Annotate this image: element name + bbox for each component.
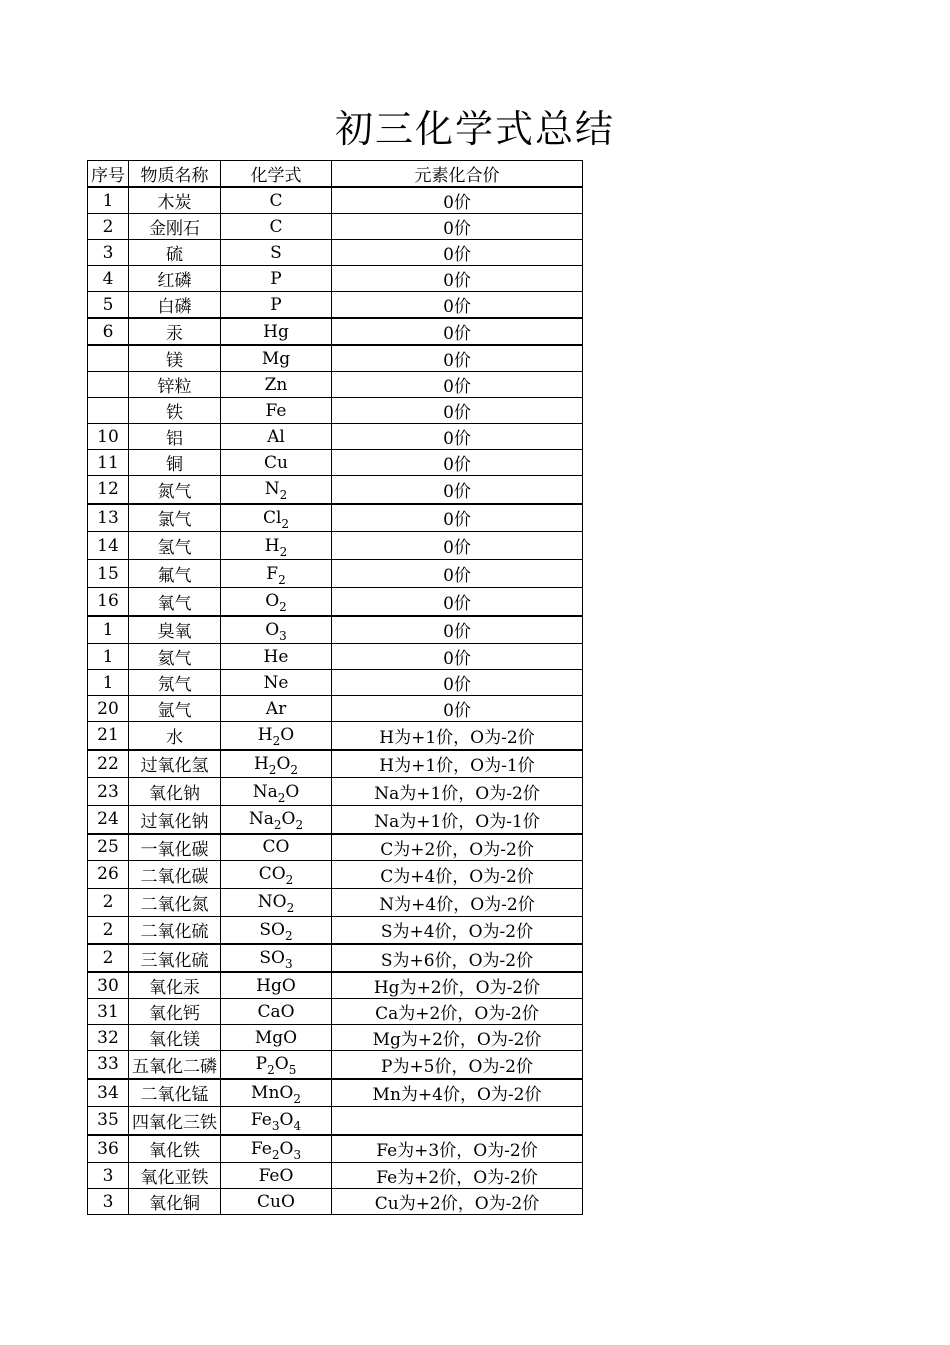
formula-element: P (255, 1054, 268, 1075)
row-index: 3 (88, 240, 129, 266)
chemical-formula (221, 778, 332, 806)
formula-subscript: 3 (284, 957, 293, 971)
formula-element: Na (252, 781, 278, 802)
formula-element: Fe (250, 1110, 272, 1131)
formula-subscript: 2 (273, 818, 282, 833)
table-row (88, 240, 583, 266)
element-valence: 0价 (332, 187, 583, 214)
row-index: 2 (88, 214, 129, 240)
element-valence: 0价 (332, 644, 583, 670)
chemical-formula (221, 670, 332, 696)
table-row (88, 450, 583, 476)
element-valence: Hg为+2价，O为-2价 (332, 972, 583, 999)
substance-name: 氧化亚铁 (129, 1163, 221, 1189)
element-valence: 0价 (332, 450, 583, 476)
formula-element: NO (257, 892, 287, 912)
table-row (88, 372, 583, 398)
element-valence: 0价 (332, 214, 583, 240)
table-row (88, 504, 583, 532)
formula-element: H (257, 725, 273, 746)
formula-element: Na (248, 809, 274, 830)
row-index: 1 (88, 670, 129, 696)
formula-subscript: 3 (271, 1119, 280, 1134)
chemical-formula (221, 616, 332, 644)
element-valence: H为+1价，O为-1价 (332, 750, 583, 778)
element-valence: 0价 (332, 372, 583, 398)
formula-element: Cu (264, 452, 288, 473)
chemical-formula (221, 888, 332, 916)
element-valence: 0价 (332, 398, 583, 424)
formula-element: P (270, 268, 282, 289)
substance-name: 铁 (129, 398, 221, 424)
element-valence: C为+4价，O为-2价 (332, 860, 583, 888)
row-index: 2 (88, 944, 129, 972)
element-valence: 0价 (332, 616, 583, 644)
chemical-formula (221, 240, 332, 266)
header-formula: 化学式 (221, 161, 332, 188)
row-index: 25 (88, 834, 129, 861)
substance-name: 四氧化三铁 (129, 1107, 221, 1135)
element-valence: S为+4价，O为-2价 (332, 916, 583, 944)
row-index: 1 (88, 187, 129, 214)
row-index: 20 (88, 696, 129, 722)
header-index: 序号 (88, 161, 129, 188)
chemical-formula (221, 750, 332, 778)
element-valence: 0价 (332, 532, 583, 560)
substance-name: 氮气 (129, 476, 221, 504)
chemical-formula (221, 944, 332, 972)
row-index: 22 (88, 750, 129, 778)
chemical-formula (221, 318, 332, 345)
table-row (88, 1107, 583, 1135)
formula-table (87, 160, 583, 1215)
formula-subscript: 2 (279, 488, 288, 503)
chemical-formula (221, 266, 332, 292)
formula-element: N (264, 479, 280, 500)
substance-name: 铜 (129, 450, 221, 476)
formula-element: MgO (254, 1027, 298, 1048)
element-valence (332, 1107, 583, 1135)
table-row (88, 398, 583, 424)
formula-element: F (266, 563, 279, 584)
header-valence: 元素化合价 (332, 161, 583, 188)
element-valence: Mg为+2价，O为-2价 (332, 1025, 583, 1051)
chemical-formula (221, 972, 332, 999)
row-index: 2 (88, 916, 129, 944)
substance-name: 金刚石 (129, 214, 221, 240)
table-row (88, 778, 583, 806)
formula-element: Mg (261, 348, 291, 369)
row-index: 26 (88, 860, 129, 888)
element-valence: 0价 (332, 240, 583, 266)
chemical-formula (221, 1163, 332, 1189)
row-index: 14 (88, 532, 129, 560)
formula-element: Ar (265, 698, 287, 719)
formula-element: S (270, 242, 282, 263)
formula-element: Fe (265, 400, 287, 421)
formula-element: CaO (257, 1001, 295, 1022)
chemical-formula (221, 398, 332, 424)
row-index: 15 (88, 560, 129, 588)
chemical-formula (221, 345, 332, 372)
formula-subscript: 2 (286, 901, 295, 915)
table-row (88, 1025, 583, 1051)
row-index (88, 372, 129, 398)
table-row (88, 1051, 583, 1079)
row-index: 32 (88, 1025, 129, 1051)
formula-subscript: 2 (278, 572, 286, 587)
row-index: 35 (88, 1107, 129, 1135)
formula-subscript: 3 (279, 628, 287, 643)
chemical-formula (221, 1025, 332, 1051)
row-index: 10 (88, 424, 129, 450)
substance-name: 三氧化硫 (129, 944, 221, 972)
table-row (88, 292, 583, 319)
table-row (88, 1189, 583, 1215)
substance-name: 过氧化氢 (129, 750, 221, 778)
chemical-formula (221, 722, 332, 750)
formula-element: O (265, 619, 280, 640)
formula-element: Fe (250, 1138, 272, 1159)
substance-name: 氧化铜 (129, 1189, 221, 1215)
chemical-formula (221, 834, 332, 861)
chemical-formula (221, 560, 332, 588)
substance-name: 氧气 (129, 588, 221, 616)
element-valence: P为+5价，O为-2价 (332, 1051, 583, 1079)
substance-name: 木炭 (129, 187, 221, 214)
formula-element: Zn (264, 374, 288, 395)
table-row (88, 670, 583, 696)
element-valence: 0价 (332, 476, 583, 504)
table-row (88, 750, 583, 778)
row-index: 36 (88, 1135, 129, 1163)
table-row (88, 834, 583, 861)
table-row (88, 999, 583, 1025)
chemical-formula (221, 1135, 332, 1163)
substance-name: 氢气 (129, 532, 221, 560)
element-valence: Cu为+2价，O为-2价 (332, 1189, 583, 1215)
formula-element: O (281, 809, 296, 830)
table-row (88, 214, 583, 240)
formula-element: P (270, 294, 282, 315)
formula-subscript: 2 (293, 1091, 301, 1106)
formula-element: Hg (263, 321, 289, 342)
row-index: 31 (88, 999, 129, 1025)
header-name: 物质名称 (129, 161, 221, 188)
table-row (88, 588, 583, 616)
formula-element: CO (258, 864, 286, 884)
row-index: 13 (88, 504, 129, 532)
row-index: 6 (88, 318, 129, 345)
table-row (88, 476, 583, 504)
row-index: 16 (88, 588, 129, 616)
formula-element: He (263, 646, 289, 667)
row-index: 1 (88, 616, 129, 644)
substance-name: 二氧化碳 (129, 860, 221, 888)
table-row (88, 644, 583, 670)
element-valence: 0价 (332, 696, 583, 722)
formula-element: CuO (257, 1191, 295, 1212)
formula-subscript: 2 (277, 790, 286, 805)
element-valence: C为+2价，O为-2价 (332, 834, 583, 861)
chemical-formula (221, 214, 332, 240)
substance-name: 水 (129, 722, 221, 750)
element-valence: 0价 (332, 424, 583, 450)
chemical-formula (221, 292, 332, 319)
formula-element: O (279, 1110, 294, 1131)
formula-subscript: 2 (285, 873, 294, 887)
element-valence: Na为+1价，O为-2价 (332, 778, 583, 806)
chemical-formula (221, 1189, 332, 1215)
element-valence: S为+6价，O为-2价 (332, 944, 583, 972)
element-valence: H为+1价，O为-2价 (332, 722, 583, 750)
formula-element: O (274, 1054, 289, 1075)
formula-element: O (265, 591, 280, 612)
formula-subscript: 2 (284, 928, 293, 943)
substance-name: 氧化镁 (129, 1025, 221, 1051)
table-row (88, 722, 583, 750)
element-valence: Fe为+3价，O为-2价 (332, 1135, 583, 1163)
row-index: 23 (88, 778, 129, 806)
element-valence: 0价 (332, 345, 583, 372)
formula-element: C (269, 216, 283, 237)
row-index: 4 (88, 266, 129, 292)
chemical-formula (221, 504, 332, 532)
formula-element: FeO (258, 1165, 294, 1186)
table-row (88, 1135, 583, 1163)
formula-element: HgO (256, 975, 296, 996)
formula-element: O (276, 753, 291, 774)
chemical-formula (221, 372, 332, 398)
substance-name: 红磷 (129, 266, 221, 292)
element-valence: 0价 (332, 292, 583, 319)
element-valence: Na为+1价，O为-1价 (332, 806, 583, 834)
chemical-formula (221, 532, 332, 560)
substance-name: 锌粒 (129, 372, 221, 398)
formula-subscript: 5 (288, 1063, 297, 1078)
formula-element: MnO (251, 1082, 294, 1103)
element-valence: Ca为+2价，O为-2价 (332, 999, 583, 1025)
substance-name: 臭氧 (129, 616, 221, 644)
substance-name: 氧化钠 (129, 778, 221, 806)
row-index: 1 (88, 644, 129, 670)
table-row (88, 944, 583, 972)
formula-subscript: 2 (281, 516, 290, 531)
table-row (88, 916, 583, 944)
substance-name: 一氧化碳 (129, 834, 221, 861)
table-row (88, 345, 583, 372)
formula-element: CO (262, 837, 290, 857)
substance-name: 氧化钙 (129, 999, 221, 1025)
chemical-formula (221, 644, 332, 670)
table-row (88, 696, 583, 722)
row-index: 34 (88, 1079, 129, 1107)
table-row (88, 860, 583, 888)
substance-name: 氟气 (129, 560, 221, 588)
table-row (88, 424, 583, 450)
formula-subscript: 2 (295, 818, 304, 833)
formula-element: O (279, 1138, 294, 1159)
substance-name: 二氧化氮 (129, 888, 221, 916)
row-index: 30 (88, 972, 129, 999)
formula-element: Al (267, 426, 285, 447)
chemical-formula (221, 588, 332, 616)
chemical-formula (221, 1051, 332, 1079)
chemical-formula (221, 999, 332, 1025)
table-row (88, 1079, 583, 1107)
formula-subscript: 2 (279, 544, 288, 559)
formula-subscript: 2 (279, 600, 287, 615)
formula-element: H (264, 535, 280, 556)
formula-element: H (253, 753, 269, 774)
substance-name: 铝 (129, 424, 221, 450)
formula-element: SO (259, 948, 285, 968)
chemical-formula (221, 424, 332, 450)
substance-name: 氦气 (129, 644, 221, 670)
substance-name: 氯气 (129, 504, 221, 532)
table-row (88, 560, 583, 588)
row-index: 3 (88, 1189, 129, 1215)
substance-name: 氩气 (129, 696, 221, 722)
substance-name: 镁 (129, 345, 221, 372)
formula-subscript: 2 (267, 1063, 275, 1078)
formula-element: C (269, 190, 283, 211)
element-valence: Fe为+2价，O为-2价 (332, 1163, 583, 1189)
page-title: 初三化学式总结 (334, 107, 615, 151)
element-valence: 0价 (332, 670, 583, 696)
substance-name: 五氧化二磷 (129, 1051, 221, 1079)
formula-element: O (285, 781, 300, 802)
row-index (88, 345, 129, 372)
formula-subscript: 2 (271, 1147, 280, 1162)
formula-subscript: 4 (293, 1119, 302, 1134)
table-row (88, 888, 583, 916)
substance-name: 硫 (129, 240, 221, 266)
chemical-formula (221, 696, 332, 722)
formula-subscript: 3 (293, 1147, 302, 1162)
formula-subscript: 2 (272, 734, 281, 749)
row-index: 2 (88, 888, 129, 916)
chemical-formula (221, 476, 332, 504)
header-row (88, 161, 583, 188)
element-valence: 0价 (332, 588, 583, 616)
substance-name: 氧化铁 (129, 1135, 221, 1163)
chemical-formula (221, 806, 332, 834)
table-row (88, 806, 583, 834)
substance-name: 白磷 (129, 292, 221, 319)
element-valence: 0价 (332, 504, 583, 532)
element-valence: N为+4价，O为-2价 (332, 888, 583, 916)
table-row (88, 972, 583, 999)
formula-subscript: 2 (290, 762, 299, 777)
substance-name: 二氧化硫 (129, 916, 221, 944)
row-index (88, 398, 129, 424)
table-row (88, 532, 583, 560)
table-row (88, 266, 583, 292)
table-row (88, 187, 583, 214)
row-index: 12 (88, 476, 129, 504)
formula-subscript: 2 (268, 762, 277, 777)
formula-element: O (280, 725, 295, 746)
substance-name: 汞 (129, 318, 221, 345)
element-valence: 0价 (332, 560, 583, 588)
substance-name: 二氧化锰 (129, 1079, 221, 1107)
substance-name: 氧化汞 (129, 972, 221, 999)
row-index: 11 (88, 450, 129, 476)
formula-element: Cl (262, 507, 282, 528)
row-index: 3 (88, 1163, 129, 1189)
element-valence: 0价 (332, 318, 583, 345)
substance-name: 氖气 (129, 670, 221, 696)
element-valence: Mn为+4价，O为-2价 (332, 1079, 583, 1107)
element-valence: 0价 (332, 266, 583, 292)
chemical-formula (221, 860, 332, 888)
row-index: 24 (88, 806, 129, 834)
row-index: 33 (88, 1051, 129, 1079)
chemical-formula (221, 187, 332, 214)
table-row (88, 318, 583, 345)
table-row (88, 616, 583, 644)
substance-name: 过氧化钠 (129, 806, 221, 834)
chemical-formula (221, 1079, 332, 1107)
chemical-formula (221, 450, 332, 476)
row-index: 5 (88, 292, 129, 319)
table-row (88, 1163, 583, 1189)
row-index: 21 (88, 722, 129, 750)
chemical-formula (221, 1107, 332, 1135)
chemical-formula (221, 916, 332, 944)
formula-element: SO (259, 919, 285, 940)
formula-element: Ne (263, 672, 289, 693)
